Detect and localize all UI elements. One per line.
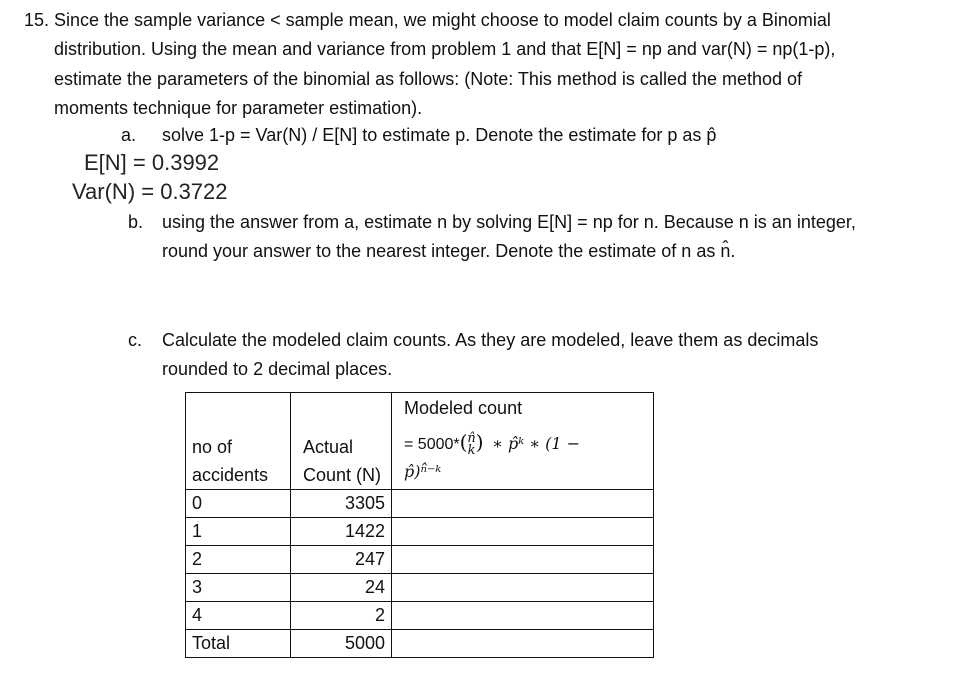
cell-accidents: Total (186, 630, 291, 658)
table-total-row (186, 630, 654, 658)
formula-rest: ∗ p̂ᵏ ∗ (1 − (492, 434, 581, 453)
cell-accidents: 1 (186, 518, 291, 546)
part-c-line1: Calculate the modeled claim counts. As they are modeled, leave them as decimals (162, 330, 819, 350)
cell-modeled[interactable] (392, 518, 654, 546)
cell-accidents: 0 (186, 490, 291, 518)
cell-modeled[interactable] (392, 602, 654, 630)
cell-accidents: 2 (186, 546, 291, 574)
problem-line: estimate the parameters of the binomial as follows: (Note: This method is called the method of (54, 68, 803, 89)
problem-statement (24, 6, 835, 123)
header-accidents-line1: no of (192, 437, 233, 457)
cell-modeled[interactable] (392, 630, 654, 658)
table-row (186, 574, 654, 602)
cell-count: 3305 (291, 490, 392, 518)
answer-variance: Var(N) = 0.3722 (72, 179, 228, 204)
cell-modeled[interactable] (392, 490, 654, 518)
part-c-letter: c. (128, 330, 143, 350)
problem-line: Since the sample variance < sample mean, we might choose to model claim counts by a Binomial (54, 10, 831, 30)
header-accidents (186, 393, 291, 490)
problem-line: moments technique for parameter estimation). (54, 97, 423, 118)
claim-count-table (185, 392, 654, 658)
problem-number: 15. (24, 10, 50, 30)
part-a-letter: a. (121, 125, 137, 145)
header-modeled-formula: = 5000*( n̂ k ) ∗ p̂ᵏ ∗ (1 − (404, 430, 581, 458)
cell-accidents: 3 (186, 574, 291, 602)
part-b-line1: using the answer from a, estimate n by solving E[N] = np for n. Because n is an integer, (162, 212, 856, 232)
header-accidents-line2: accidents (192, 465, 269, 485)
part-b-line2: round your answer to the nearest integer. Denote the estimate of n as n̂. (162, 241, 736, 261)
cell-count: 24 (291, 574, 392, 602)
problem-line: distribution. Using the mean and variance from problem 1 and that E[N] = np and var(N) = np(1-p), (54, 39, 836, 60)
cell-count: 2 (291, 602, 392, 630)
part-c-line2: rounded to 2 decimal places. (162, 359, 393, 379)
formula-prefix: = 5000* (404, 436, 460, 453)
header-actual-line1: Actual (303, 437, 354, 457)
header-modeled-title: Modeled count (404, 398, 523, 418)
cell-count: 247 (291, 546, 392, 574)
problem-text (54, 6, 835, 123)
part-b-letter: b. (128, 212, 144, 232)
cell-modeled[interactable] (392, 574, 654, 602)
cell-modeled[interactable] (392, 546, 654, 574)
formula-line2: p̂)ⁿ̂⁻ᵏ (404, 461, 442, 481)
cell-count: 1422 (291, 518, 392, 546)
cell-accidents: 4 (186, 602, 291, 630)
header-actual-line2: Count (N) (303, 465, 382, 485)
cell-count: 5000 (291, 630, 392, 658)
table-row (186, 546, 654, 574)
table-row (186, 490, 654, 518)
part-a-text: solve 1-p = Var(N) / E[N] to estimate p. Denote the estimate for p as p̂ (162, 125, 717, 145)
header-modeled-count (392, 393, 654, 490)
answer-expected-value: E[N] = 0.3992 (84, 150, 220, 175)
table-row (186, 518, 654, 546)
table-row (186, 602, 654, 630)
header-actual-count (291, 393, 392, 490)
table-header-row (186, 393, 654, 490)
